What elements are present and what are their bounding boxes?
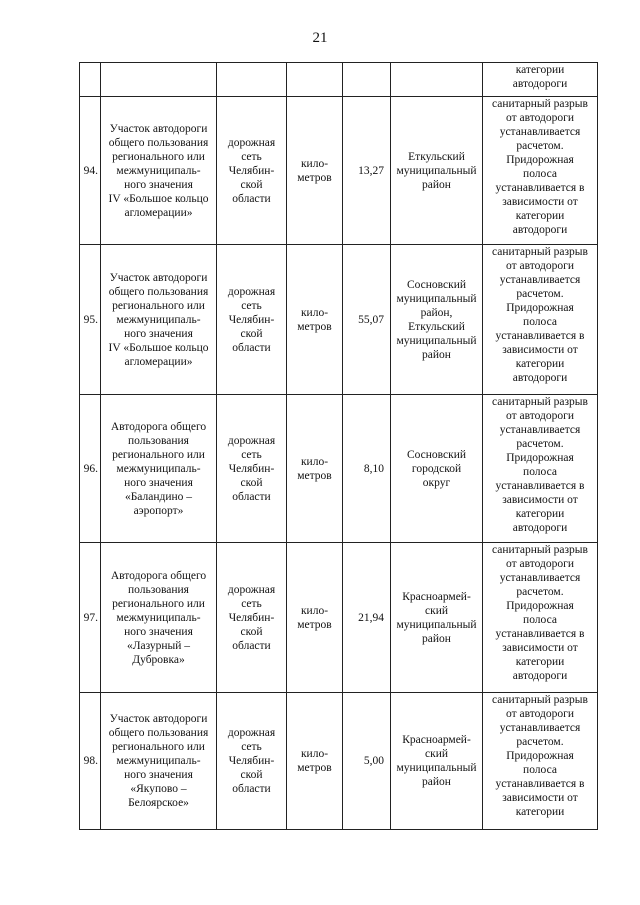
cell-type: дорожная сеть Челябин- ской области (217, 543, 287, 693)
cell-number: 94. (80, 97, 101, 245)
cell-value: 55,07 (343, 245, 391, 395)
cell-value: 21,94 (343, 543, 391, 693)
cell-name (101, 63, 217, 97)
cell-value: 8,10 (343, 395, 391, 543)
cell-value: 5,00 (343, 693, 391, 830)
cell-location: Сосновский городской округ (391, 395, 483, 543)
cell-location: Еткульский муниципальный район (391, 97, 483, 245)
cell-location: Сосновский муниципальный район, Еткульский муниципальный район (391, 245, 483, 395)
cell-type: дорожная сеть Челябин- ской области (217, 395, 287, 543)
table-row (80, 97, 598, 245)
cell-location: Красноармей- ский муниципальный район (391, 543, 483, 693)
cell-number: 98. (80, 693, 101, 830)
cell-type: дорожная сеть Челябин- ской области (217, 97, 287, 245)
cell-note: санитарный разрыв от автодороги устанавливается расчетом. Придорожная полоса устанавливается в зависимости от категории автодороги (483, 245, 598, 395)
cell-location: Красноармей- ский муниципальный район (391, 693, 483, 830)
cell-name: Участок автодороги общего пользования регионального или межмуниципаль- ного значения «Якупово – Белоярское» (101, 693, 217, 830)
cell-unit (287, 63, 343, 97)
cell-value: 13,27 (343, 97, 391, 245)
cell-note: санитарный разрыв от автодороги устанавливается расчетом. Придорожная полоса устанавливается в зависимости от категории автодороги (483, 97, 598, 245)
register-table (79, 62, 598, 830)
table-row (80, 543, 598, 693)
cell-unit: кило- метров (287, 395, 343, 543)
cell-unit: кило- метров (287, 97, 343, 245)
cell-note: категории автодороги (483, 63, 598, 97)
cell-value (343, 63, 391, 97)
cell-number: 96. (80, 395, 101, 543)
cell-unit: кило- метров (287, 543, 343, 693)
cell-type: дорожная сеть Челябин- ской области (217, 245, 287, 395)
cell-unit: кило- метров (287, 693, 343, 830)
table-row-continuation (80, 63, 598, 97)
table-row (80, 245, 598, 395)
page-number: 21 (312, 30, 328, 46)
cell-name: Автодорога общего пользования регионального или межмуниципаль- ного значения «Лазурный – Дубровка» (101, 543, 217, 693)
cell-type: дорожная сеть Челябин- ской области (217, 693, 287, 830)
table-row (80, 395, 598, 543)
cell-note: санитарный разрыв от автодороги устанавливается расчетом. Придорожная полоса устанавливается в зависимости от категории (483, 693, 598, 830)
cell-note: санитарный разрыв от автодороги устанавливается расчетом. Придорожная полоса устанавливается в зависимости от категории автодороги (483, 543, 598, 693)
cell-note: санитарный разрыв от автодороги устанавливается расчетом. Придорожная полоса устанавливается в зависимости от категории автодороги (483, 395, 598, 543)
cell-number: 95. (80, 245, 101, 395)
cell-name: Участок автодороги общего пользования регионального или межмуниципаль- ного значения IV «Большое кольцо агломерации» (101, 97, 217, 245)
cell-unit: кило- метров (287, 245, 343, 395)
cell-number (80, 63, 101, 97)
table-row (80, 693, 598, 830)
cell-name: Участок автодороги общего пользования регионального или межмуниципаль- ного значения IV «Большое кольцо агломерации» (101, 245, 217, 395)
cell-name: Автодорога общего пользования регионального или межмуниципаль- ного значения «Баландино – аэропорт» (101, 395, 217, 543)
cell-number: 97. (80, 543, 101, 693)
cell-type (217, 63, 287, 97)
cell-location (391, 63, 483, 97)
